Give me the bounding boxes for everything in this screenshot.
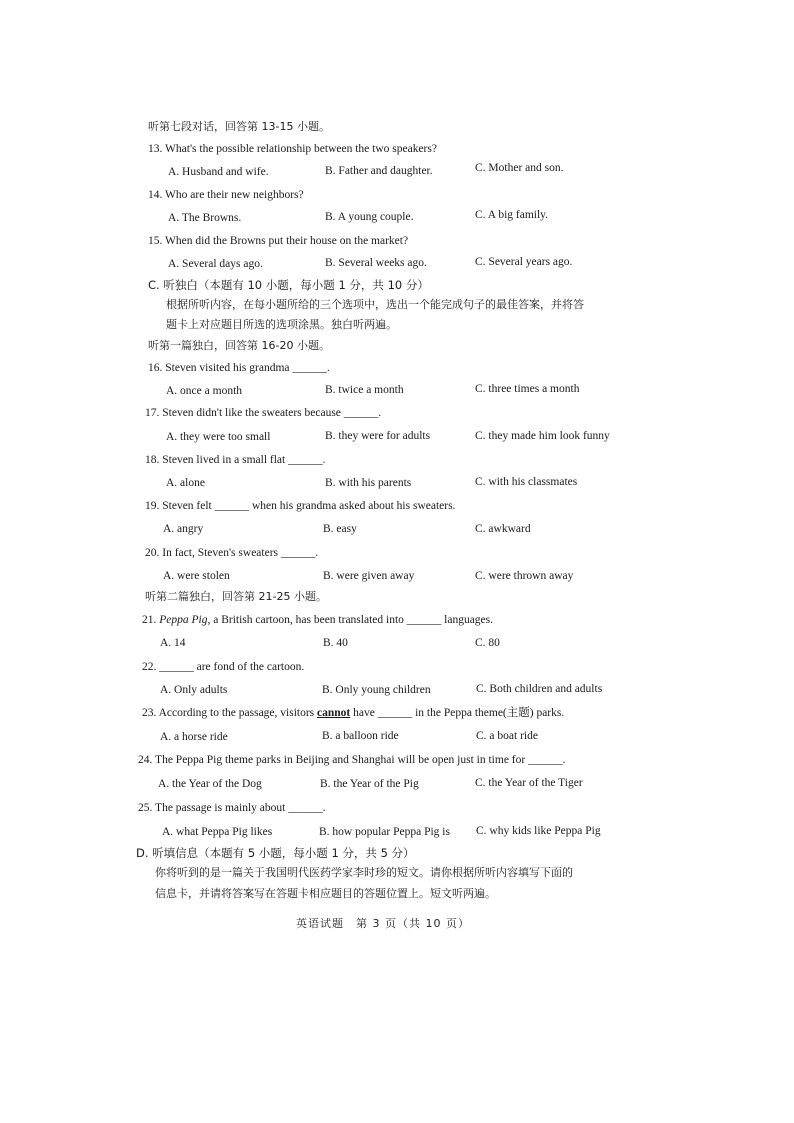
question-20-option-c: C. were thrown away <box>475 570 574 582</box>
question-23-stem <box>142 706 564 720</box>
question-22-option-c: C. Both children and adults <box>476 683 603 695</box>
question-24-option-c: C. the Year of the Tiger <box>475 777 583 789</box>
question-24-stem: 24. The Peppa Pig theme parks in Beijing and Shanghai will be open just in time for ______. <box>138 754 566 766</box>
question-23-option-c: C. a boat ride <box>476 730 538 742</box>
section-d-instruction-1: 你将听到的是一篇关于我国明代医药学家李时珍的短文。请你根据所听内容填写下面的 <box>155 866 573 879</box>
page-footer: 英语试题 第 3 页（共 10 页） <box>296 917 470 930</box>
question-21-number: 21. <box>142 614 157 626</box>
question-24-option-b: B. the Year of the Pig <box>320 778 419 790</box>
section-d-title: D. 听填信息（本题有 5 小题，每小题 1 分，共 5 分） <box>136 846 415 860</box>
section-c-instruction-1: 根据所听内容，在每小题所给的三个选项中，选出一个能完成句子的最佳答案，并将答 <box>166 298 584 311</box>
section-d-instruction-2: 信息卡，并请将答案写在答题卡相应题目的答题位置上。短文听两遍。 <box>155 887 496 900</box>
question-22-option-a: A. Only adults <box>160 684 228 696</box>
question-18-option-c: C. with his classmates <box>475 476 578 488</box>
question-21-rest: , a British cartoon, has been translated into ______ languages. <box>207 614 493 626</box>
question-23-pre: 23. According to the passage, visitors <box>142 707 318 719</box>
question-23-post: have ______ in the Peppa theme(主题) parks. <box>350 707 565 719</box>
question-16-option-a: A. once a month <box>166 385 243 397</box>
question-15-option-c: C. Several years ago. <box>475 256 573 268</box>
dialogue-7-intro: 听第七段对话，回答第 13-15 小题。 <box>148 120 330 133</box>
question-23-option-b: B. a balloon ride <box>322 730 399 742</box>
question-17-option-a: A. they were too small <box>166 431 271 443</box>
question-25-option-b: B. how popular Peppa Pig is <box>319 826 450 838</box>
question-19-stem: 19. Steven felt ______ when his grandma asked about his sweaters. <box>145 500 456 512</box>
question-20-option-b: B. were given away <box>323 570 415 582</box>
question-25-stem: 25. The passage is mainly about ______. <box>138 802 326 814</box>
section-c-title: C. 听独白（本题有 10 小题，每小题 1 分，共 10 分） <box>148 278 429 292</box>
question-17-option-b: B. they were for adults <box>325 430 431 442</box>
question-14-option-a: A. The Browns. <box>168 212 242 224</box>
question-16-option-c: C. three times a month <box>475 383 580 395</box>
question-21-option-c: C. 80 <box>475 637 500 649</box>
question-19-option-a: A. angry <box>163 523 204 535</box>
monologue-2-intro: 听第二篇独白，回答第 21-25 小题。 <box>145 590 327 603</box>
question-22-stem: 22. ______ are fond of the cartoon. <box>142 661 305 673</box>
question-13-stem: 13. What's the possible relationship between the two speakers? <box>148 143 437 155</box>
question-18-option-b: B. with his parents <box>325 477 412 489</box>
question-18-option-a: A. alone <box>166 477 205 489</box>
question-21-title: Peppa Pig <box>159 614 208 626</box>
question-17-option-c: C. they made him look funny <box>475 430 610 442</box>
question-21-option-b: B. 40 <box>323 637 348 649</box>
question-21-stem <box>142 613 493 627</box>
question-13-option-c: C. Mother and son. <box>475 162 564 174</box>
question-13-option-a: A. Husband and wife. <box>168 166 269 178</box>
question-25-option-a: A. what Peppa Pig likes <box>162 826 273 838</box>
monologue-1-intro: 听第一篇独白，回答第 16-20 小题。 <box>148 339 330 352</box>
question-13-option-b: B. Father and daughter. <box>325 165 433 177</box>
question-20-option-a: A. were stolen <box>163 570 230 582</box>
question-16-stem: 16. Steven visited his grandma ______. <box>148 362 330 374</box>
question-20-stem: 20. In fact, Steven's sweaters ______. <box>145 547 319 559</box>
question-15-option-b: B. Several weeks ago. <box>325 257 427 269</box>
question-23-option-a: A. a horse ride <box>160 731 228 743</box>
question-25-option-c: C. why kids like Peppa Pig <box>476 825 601 837</box>
question-17-stem: 17. Steven didn't like the sweaters because ______. <box>145 407 382 419</box>
question-19-option-c: C. awkward <box>475 523 531 535</box>
question-23-emphasis: cannot <box>317 707 351 719</box>
question-15-option-a: A. Several days ago. <box>168 258 263 270</box>
question-22-option-b: B. Only young children <box>322 684 431 696</box>
section-c-instruction-2: 题卡上对应题目所选的选项涂黑。独白听两遍。 <box>166 318 397 331</box>
question-21-option-a: A. 14 <box>160 637 186 649</box>
question-16-option-b: B. twice a month <box>325 384 404 396</box>
question-14-stem: 14. Who are their new neighbors? <box>148 189 304 201</box>
question-14-option-c: C. A big family. <box>475 209 549 221</box>
question-19-option-b: B. easy <box>323 523 357 535</box>
question-14-option-b: B. A young couple. <box>325 211 414 223</box>
question-24-option-a: A. the Year of the Dog <box>158 778 262 790</box>
question-18-stem: 18. Steven lived in a small flat ______. <box>145 454 326 466</box>
question-15-stem: 15. When did the Browns put their house on the market? <box>148 235 409 247</box>
